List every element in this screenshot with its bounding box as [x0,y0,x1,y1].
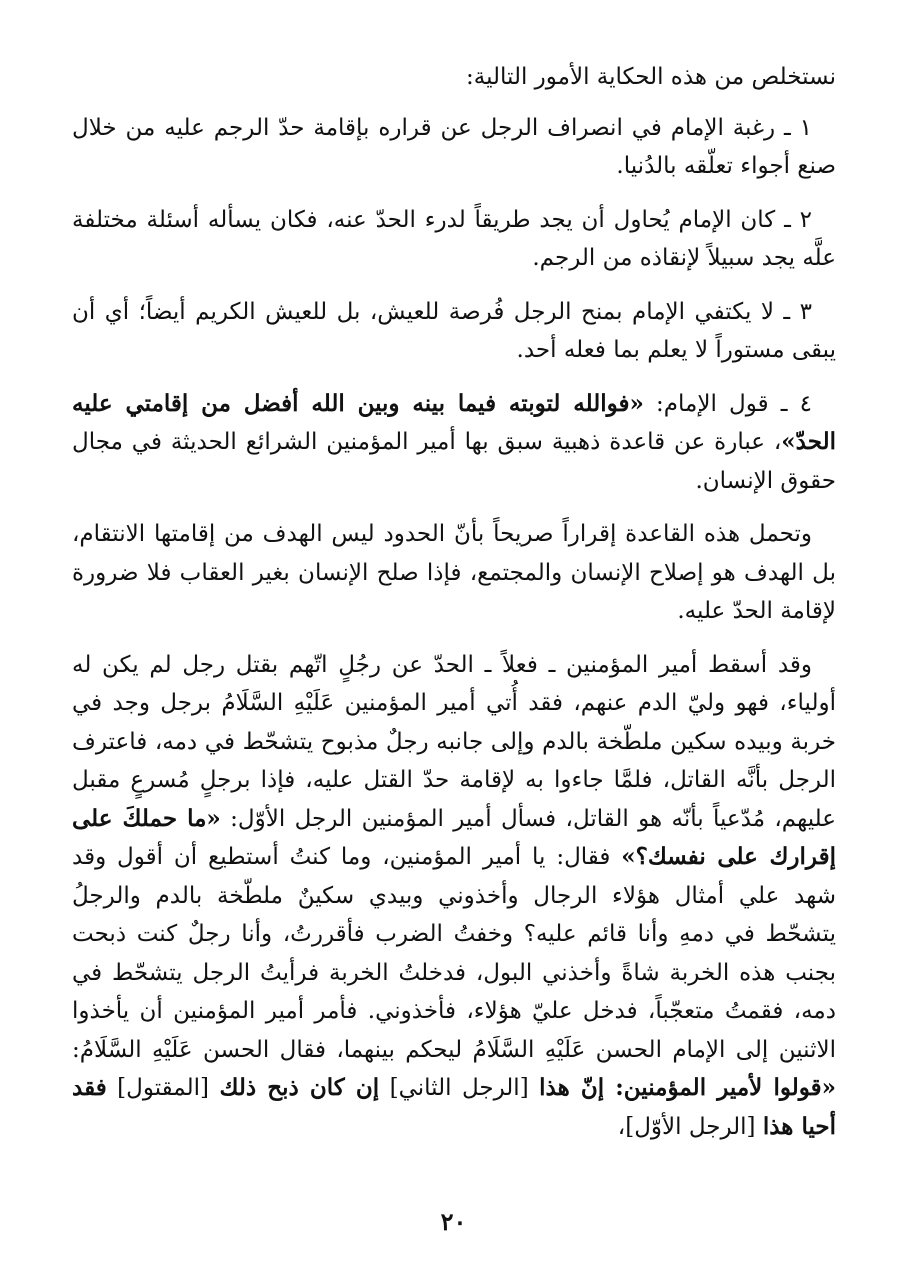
story-quote-4: فقد أحيا هذا [72,1074,836,1140]
list-item-4 [72,385,836,501]
page-number: ٢٠ [440,1207,467,1236]
list-item-3: ٣ ـ لا يكتفي الإمام بمنح الرجل فُرصة للعيش، بل للعيش الكريم أيضاً؛ أي أن يبقى مستوراً لا يعلم بما فعله أحد. [72,298,836,363]
story-part-5: [الرجل الأوّل]، [617,1113,763,1140]
intro-line: نستخلص من هذه الحكاية الأمور التالية: [465,64,836,90]
story-part-3: [الرجل الثاني] [379,1075,540,1101]
list-item-1: ١ ـ رغبة الإمام في انصراف الرجل عن قراره بإقامة حدّ الرجم عليه من خلال صنع أجواء تعلّقه بالدُنيا. [72,114,836,179]
list-item-4-suffix: ، عبارة عن قاعدة ذهبية سبق بها أمير المؤمنين الشرائع الحديثة في مجال حقوق الإنسان. [72,429,836,494]
paragraph-rule: وتحمل هذه القاعدة إقراراً صريحاً بأنّ الحدود ليس الهدف من إقامتها الانتقام، بل الهدف هو إصلاح الإنسان والمجتمع، فإذا صلح الإنسان بغير العقاب فلا ضرورة لإقامة الحدّ عليه. [72,521,836,624]
story-quote-1: «ما حملكَ على إقرارك على نفسك؟» [72,804,836,870]
story-part-2: فقال: يا أمير المؤمنين، وما كنتُ أستطيع أن أقول وقد شهد علي أمثال هؤلاء الرجال وأخذوني وبيدي سكينٌ ملطّخة بالدم والرجلُ يتشحّط في دمهِ وأنا قائم عليه؟ وخفتُ الضرب فأقررتُ، وأنا رجلٌ كنت ذبحت بجنب هذه الخربة شاةً وأخذني البول، فدخلتُ الخربة فرأيتُ الرجل يتشحّط في دمه، فقمتُ متعجّباً، فدخل عليّ هؤلاء، فأخذوني. فأمر أمير المؤمنين أن يأخذوا الاثنين إلى الإمام الحسن عَلَيْهِ السَّلَامُ ليحكم بينهما، فقال الحسن عَلَيْهِ السَّلَامُ: [72,844,836,1063]
story-part-1: وقد أسقط أمير المؤمنين ـ فعلاً ـ الحدّ عن رجُلٍ اتّهم بقتل رجل لم يكن له أولياء، فهو وليّ الدم عنهم، فقد أُتي أمير المؤمنين عَلَيْهِ السَّلَامُ برجل وجد في خربة وبيده سكين ملطّخة بالدم وإلى جانبه رجلٌ مذبوح يتشحّط في دمه، فاعترف الرجل بأنَّه القاتل، فلمَّا جاءوا به لإقامة حدّ القتل عليه، فإذا برجلٍ مُسرعٍ مقبل عليهم، مُدّعياً بأنّه هو القاتل، فسأل أمير المؤمنين الرجل الأوّل: [72,651,836,832]
page-content [72,58,836,1161]
list-item-2: ٢ ـ كان الإمام يُحاول أن يجد طريقاً لدرء الحدّ عنه، فكان يسأله أسئلة مختلفة علَّه يجد سبيلاً لإنقاذه من الرجم. [72,206,836,271]
paragraph-story [72,646,836,1147]
story-quote-2: «قولوا لأمير المؤمنين: إنّ هذا [539,1074,836,1101]
story-quote-3: إن كان ذبح ذلك [219,1074,380,1101]
list-item-4-prefix: ٤ ـ قول الإمام: [643,390,812,417]
imam-quote: «فوالله لتوبته فيما بينه وبين الله أفضل من إقامتي عليه الحدّ» [72,389,836,455]
story-part-4: [المقتول] [106,1075,220,1101]
